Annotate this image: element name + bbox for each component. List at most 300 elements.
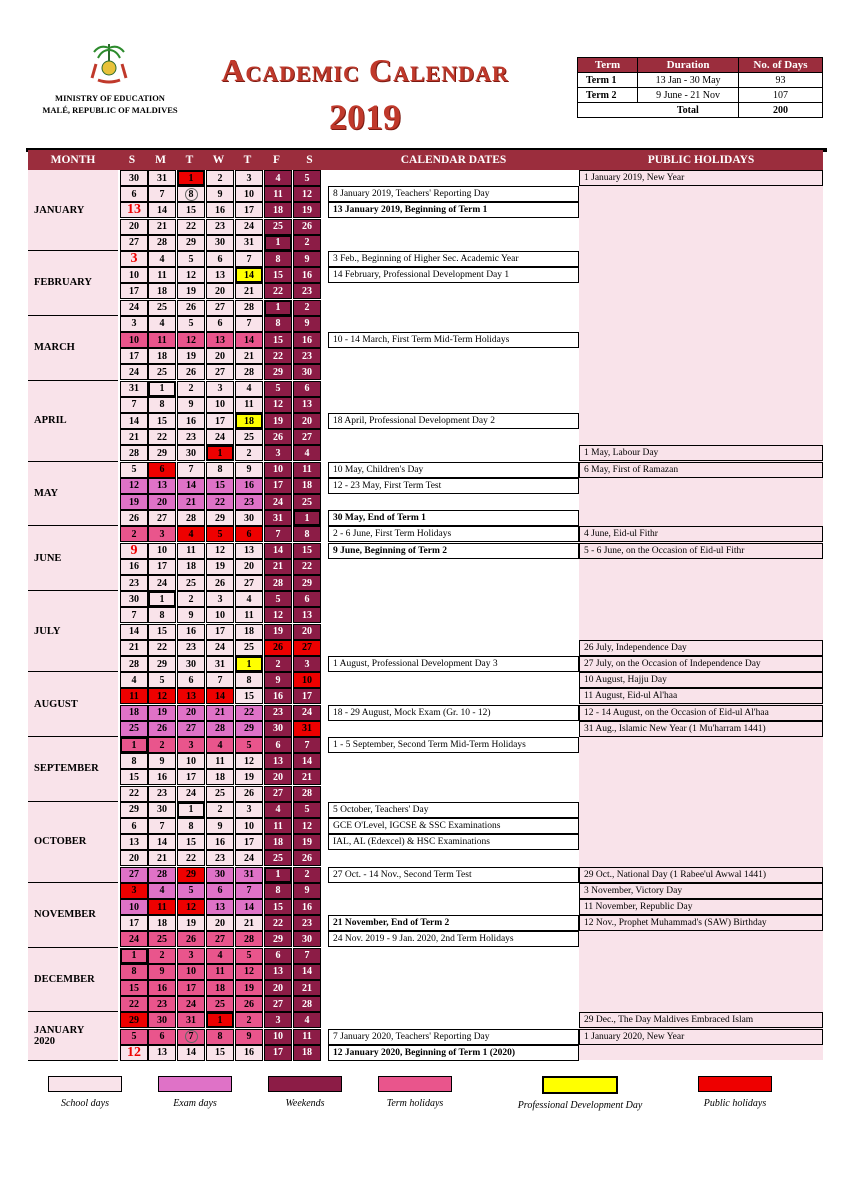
day-number: 3: [217, 593, 223, 605]
day-cell: [264, 186, 292, 202]
day-number: 20: [129, 221, 139, 233]
day-number: 28: [129, 658, 139, 670]
day-cell: [120, 316, 148, 332]
day-number: 28: [244, 302, 254, 314]
day-cell: [206, 769, 234, 785]
day-number: 6: [159, 464, 165, 476]
day-number: 27: [273, 788, 283, 800]
day-cell: [120, 931, 148, 947]
day-cell: [177, 381, 205, 397]
day-number: 20: [129, 852, 139, 864]
day-cell: [264, 575, 292, 591]
day-number: 10: [273, 464, 283, 476]
day-cell: [148, 640, 176, 656]
day-number: 1: [275, 302, 281, 314]
day-number: 2: [159, 950, 165, 962]
day-cell: [206, 964, 234, 980]
day-cell: [120, 1029, 148, 1045]
day-number: 10: [244, 188, 254, 200]
day-cell: [293, 332, 321, 348]
legend-label: Professional Development Day: [517, 1100, 643, 1111]
day-number: 9: [246, 464, 252, 476]
day-cell: [206, 899, 234, 915]
calendar-event: 27 Oct. - 14 Nov., Second Term Test: [328, 867, 579, 883]
day-cell: [206, 786, 234, 802]
day-number: 1: [131, 739, 137, 751]
day-number: 3: [188, 950, 194, 962]
day-cell: [206, 705, 234, 721]
day-cell: [120, 624, 148, 640]
public-holiday: 29 Dec., The Day Maldives Embraced Islam: [579, 1012, 823, 1028]
day-cell: [206, 591, 234, 607]
day-number: 2: [159, 739, 165, 751]
day-cell: [177, 656, 205, 672]
day-number: 2: [304, 302, 310, 314]
day-cell: [177, 1012, 205, 1028]
day-number: 4: [246, 383, 252, 395]
day-cell: [293, 186, 321, 202]
day-number: 24: [302, 707, 312, 719]
day-cell: [264, 445, 292, 461]
day-number: 25: [129, 723, 139, 735]
day-number: 11: [186, 545, 196, 557]
day-cell: [264, 915, 292, 931]
day-cell: [177, 915, 205, 931]
day-cell: [148, 170, 176, 186]
day-number: 8: [188, 820, 194, 832]
day-cell: [177, 283, 205, 299]
day-number: 13: [129, 836, 139, 848]
day-cell: [120, 867, 148, 883]
day-cell: [235, 721, 263, 737]
day-number: 11: [273, 188, 283, 200]
day-number: 16: [157, 982, 167, 994]
day-cell: [148, 688, 176, 704]
day-cell: [177, 737, 205, 753]
day-number: 5: [217, 528, 223, 540]
day-cell: [120, 753, 148, 769]
public-holiday: 1 January 2019, New Year: [579, 170, 823, 186]
day-number: 29: [157, 447, 167, 459]
day-cell: [206, 688, 234, 704]
day-cell: [148, 931, 176, 947]
legend-item: [500, 1076, 660, 1111]
day-number: 14: [186, 480, 196, 492]
day-number: 9: [275, 674, 281, 686]
day-cell: [120, 413, 148, 429]
day-number: 11: [157, 334, 167, 346]
day-number: 24: [129, 366, 139, 378]
day-number: 13: [157, 480, 167, 492]
calendar-event: GCE O'Level, IGCSE & SSC Examinations: [328, 818, 579, 834]
day-number: 14: [302, 755, 312, 767]
day-cell: [177, 607, 205, 623]
day-cell: [206, 656, 234, 672]
day-number: 12: [215, 545, 225, 557]
day-number: 4: [159, 253, 165, 265]
day-cell: [235, 267, 263, 283]
day-number: 16: [186, 415, 196, 427]
day-cell: [235, 543, 263, 559]
day-number: 10: [157, 545, 167, 557]
public-holiday: 5 - 6 June, on the Occasion of Eid-ul Fithr: [579, 543, 823, 559]
day-cell: [148, 818, 176, 834]
day-number: 26: [186, 302, 196, 314]
day-number: 29: [157, 658, 167, 670]
day-number: 30: [215, 237, 225, 249]
day-cell: [120, 948, 148, 964]
day-number: 20: [273, 982, 283, 994]
day-cell: [293, 575, 321, 591]
day-cell: [235, 429, 263, 445]
month-label: [28, 462, 118, 527]
day-cell: [235, 980, 263, 996]
day-cell: [177, 413, 205, 429]
day-number: 4: [217, 950, 223, 962]
day-number: 19: [215, 561, 225, 573]
day-number: 14: [302, 966, 312, 978]
day-number: 11: [273, 820, 283, 832]
day-cell: [206, 283, 234, 299]
day-number: 27: [273, 998, 283, 1010]
term1-days: 93: [738, 73, 822, 88]
day-cell: [206, 948, 234, 964]
day-number: 21: [129, 431, 139, 443]
month-label: [28, 948, 118, 1013]
day-cell: [293, 559, 321, 575]
day-number: 7: [275, 528, 281, 540]
legend-item: [30, 1076, 140, 1109]
month-label: [28, 737, 118, 802]
day-number: 2: [131, 528, 137, 540]
day-cell: [206, 607, 234, 623]
day-cell: [148, 219, 176, 235]
day-cell: [235, 1029, 263, 1045]
day-number: 23: [157, 998, 167, 1010]
day-number: 22: [157, 642, 167, 654]
day-cell: [293, 899, 321, 915]
day-cell: [293, 283, 321, 299]
day-cell: [206, 300, 234, 316]
day-number: 11: [302, 464, 312, 476]
day-number: 19: [302, 204, 312, 216]
day-number: 14: [157, 204, 167, 216]
calendar-event: 8 January 2019, Teachers' Reporting Day: [328, 186, 579, 202]
day-cell: [148, 769, 176, 785]
day-cell: [120, 607, 148, 623]
ministry-line2: MALÉ, REPUBLIC OF MALDIVES: [42, 105, 178, 115]
day-number: 31: [129, 383, 139, 395]
day-cell: [264, 543, 292, 559]
day-number: 5: [246, 739, 252, 751]
day-cell: [177, 624, 205, 640]
day-number: 22: [215, 496, 225, 508]
day-number: 8: [131, 966, 137, 978]
day-cell: [264, 624, 292, 640]
day-cell: [206, 575, 234, 591]
calendar-event: 1 - 5 September, Second Term Mid-Term Holidays: [328, 737, 579, 753]
day-number: 15: [157, 626, 167, 638]
day-number: 21: [215, 707, 225, 719]
day-header-tue: T: [175, 150, 204, 170]
day-number: 10: [302, 674, 312, 686]
day-number: 29: [273, 366, 283, 378]
month-year: 2020: [34, 1036, 55, 1048]
day-cell: [264, 964, 292, 980]
day-cell: [264, 364, 292, 380]
day-number: 31: [273, 512, 283, 524]
day-cell: [177, 170, 205, 186]
day-cell: [293, 462, 321, 478]
day-number: 24: [244, 852, 254, 864]
day-number: 21: [302, 982, 312, 994]
day-cell: [264, 1029, 292, 1045]
day-cell: [235, 478, 263, 494]
day-cell: [235, 494, 263, 510]
month-label: [28, 381, 118, 462]
day-number: 8: [185, 188, 198, 201]
day-cell: [206, 931, 234, 947]
day-number: 1: [304, 512, 310, 524]
day-header-mon: M: [146, 150, 175, 170]
day-cell: [177, 753, 205, 769]
day-number: 11: [215, 966, 225, 978]
day-number: 25: [273, 221, 283, 233]
day-number: 14: [215, 690, 225, 702]
legend-swatch: [542, 1076, 618, 1094]
day-cell: [206, 397, 234, 413]
day-cell: [148, 656, 176, 672]
public-holiday: 10 August, Hajju Day: [579, 672, 823, 688]
public-holiday: 6 May, First of Ramazan: [579, 462, 823, 478]
day-number: 13: [215, 334, 225, 346]
day-number: 11: [157, 901, 167, 913]
day-number: 19: [273, 626, 283, 638]
legend-swatch: [378, 1076, 452, 1092]
month-label: [28, 316, 118, 381]
day-number: 29: [186, 237, 196, 249]
public-holiday: 27 July, on the Occasion of Independence Day: [579, 656, 823, 672]
day-cell: [148, 267, 176, 283]
day-cell: [177, 478, 205, 494]
day-number: 6: [217, 318, 223, 330]
day-cell: [206, 1012, 234, 1028]
day-number: 26: [244, 998, 254, 1010]
month-name: JANUARY: [34, 204, 85, 216]
day-number: 6: [217, 253, 223, 265]
day-cell: [177, 300, 205, 316]
day-cell: [235, 591, 263, 607]
day-cell: [177, 964, 205, 980]
day-number: 14: [244, 269, 254, 281]
calendar-event: 18 April, Professional Development Day 2: [328, 413, 579, 429]
day-cell: [264, 381, 292, 397]
day-cell: [120, 543, 148, 559]
day-number: 16: [302, 334, 312, 346]
day-cell: [148, 300, 176, 316]
day-number: 25: [157, 302, 167, 314]
day-cell: [293, 397, 321, 413]
day-number: 6: [159, 1031, 165, 1043]
day-cell: [206, 186, 234, 202]
day-number: 11: [302, 1031, 312, 1043]
day-cell: [120, 672, 148, 688]
day-cell: [120, 640, 148, 656]
day-number: 12: [302, 820, 312, 832]
day-cell: [235, 769, 263, 785]
day-number: 18: [186, 561, 196, 573]
month-name: OCTOBER: [34, 836, 87, 848]
day-cell: [293, 964, 321, 980]
day-number: 10: [244, 820, 254, 832]
public-holiday: 11 August, Eid-ul Al'haa: [579, 688, 823, 704]
month-label: [28, 1012, 118, 1061]
day-number: 26: [186, 933, 196, 945]
day-header-sun: S: [118, 150, 146, 170]
day-cell: [293, 737, 321, 753]
day-number: 30: [302, 933, 312, 945]
day-number: 13: [273, 966, 283, 978]
day-number: 24: [244, 221, 254, 233]
day-cell: [206, 883, 234, 899]
day-number: 5: [246, 950, 252, 962]
day-number: 20: [302, 626, 312, 638]
day-cell: [120, 575, 148, 591]
day-number: 30: [157, 804, 167, 816]
day-cell: [148, 948, 176, 964]
day-number: 18: [215, 771, 225, 783]
calendar-event: 14 February, Professional Development Day 1: [328, 267, 579, 283]
day-cell: [120, 786, 148, 802]
day-cell: [293, 883, 321, 899]
day-cell: [120, 219, 148, 235]
day-cell: [177, 219, 205, 235]
day-cell: [293, 948, 321, 964]
day-number: 17: [244, 836, 254, 848]
day-number: 21: [244, 285, 254, 297]
page-year: 2019: [329, 97, 401, 137]
day-cell: [264, 462, 292, 478]
day-number: 15: [215, 480, 225, 492]
day-number: 9: [246, 1031, 252, 1043]
day-number: 5: [275, 593, 281, 605]
day-cell: [235, 607, 263, 623]
day-number: 17: [129, 350, 139, 362]
day-cell: [206, 348, 234, 364]
day-number: 22: [302, 561, 312, 573]
day-cell: [264, 802, 292, 818]
day-cell: [177, 948, 205, 964]
day-cell: [293, 300, 321, 316]
day-cell: [235, 688, 263, 704]
day-number: 1: [159, 593, 165, 605]
day-cell: [177, 543, 205, 559]
day-number: 6: [304, 383, 310, 395]
day-cell: [148, 186, 176, 202]
day-cell: [148, 624, 176, 640]
day-number: 21: [302, 771, 312, 783]
day-cell: [120, 462, 148, 478]
month-name: DECEMBER: [34, 973, 95, 985]
day-number: 9: [304, 318, 310, 330]
day-cell: [148, 381, 176, 397]
month-name: FEBRUARY: [34, 277, 92, 289]
day-number: 6: [131, 188, 137, 200]
day-cell: [293, 624, 321, 640]
day-cell: [148, 494, 176, 510]
day-cell: [264, 980, 292, 996]
day-number: 6: [275, 950, 281, 962]
day-number: 20: [273, 771, 283, 783]
day-cell: [206, 316, 234, 332]
day-cell: [148, 364, 176, 380]
day-cell: [206, 1045, 234, 1061]
day-cell: [148, 348, 176, 364]
day-number: 24: [186, 788, 196, 800]
day-number: 22: [157, 431, 167, 443]
month-label: [28, 883, 118, 948]
calendar-event: 5 October, Teachers' Day: [328, 802, 579, 818]
day-cell: [120, 1045, 148, 1061]
day-cell: [120, 186, 148, 202]
day-cell: [293, 510, 321, 526]
day-number: 10: [129, 334, 139, 346]
terms-table: [577, 57, 823, 118]
day-number: 30: [215, 869, 225, 881]
day-cell: [177, 316, 205, 332]
day-number: 12: [157, 690, 167, 702]
day-number: 4: [159, 885, 165, 897]
day-number: 19: [244, 771, 254, 783]
day-cell: [148, 462, 176, 478]
day-number: 16: [244, 1047, 254, 1059]
calendar-event: 12 - 23 May, First Term Test: [328, 478, 579, 494]
day-number: 3: [188, 739, 194, 751]
day-number: 5: [188, 885, 194, 897]
day-cell: [264, 251, 292, 267]
day-number: 3: [275, 1014, 281, 1026]
calendar-event: 2 - 6 June, First Term Holidays: [328, 526, 579, 542]
day-number: 4: [188, 528, 194, 540]
day-number: 7: [217, 674, 223, 686]
day-cell: [293, 850, 321, 866]
day-cell: [177, 332, 205, 348]
day-number: 10: [215, 609, 225, 621]
day-cell: [120, 300, 148, 316]
day-number: 18: [302, 480, 312, 492]
day-cell: [120, 526, 148, 542]
day-number: 22: [186, 221, 196, 233]
day-number: 19: [186, 285, 196, 297]
day-cell: [293, 478, 321, 494]
day-cell: [148, 786, 176, 802]
day-number: 12: [244, 966, 254, 978]
day-number: 13: [302, 609, 312, 621]
day-cell: [235, 559, 263, 575]
day-cell: [120, 381, 148, 397]
day-cell: [264, 219, 292, 235]
day-cell: [206, 1029, 234, 1045]
day-cell: [235, 445, 263, 461]
day-number: 31: [244, 869, 254, 881]
day-cell: [206, 381, 234, 397]
day-number: 28: [157, 237, 167, 249]
day-cell: [235, 170, 263, 186]
day-cell: [293, 769, 321, 785]
day-cell: [206, 996, 234, 1012]
day-cell: [293, 980, 321, 996]
day-number: 7: [131, 399, 137, 411]
